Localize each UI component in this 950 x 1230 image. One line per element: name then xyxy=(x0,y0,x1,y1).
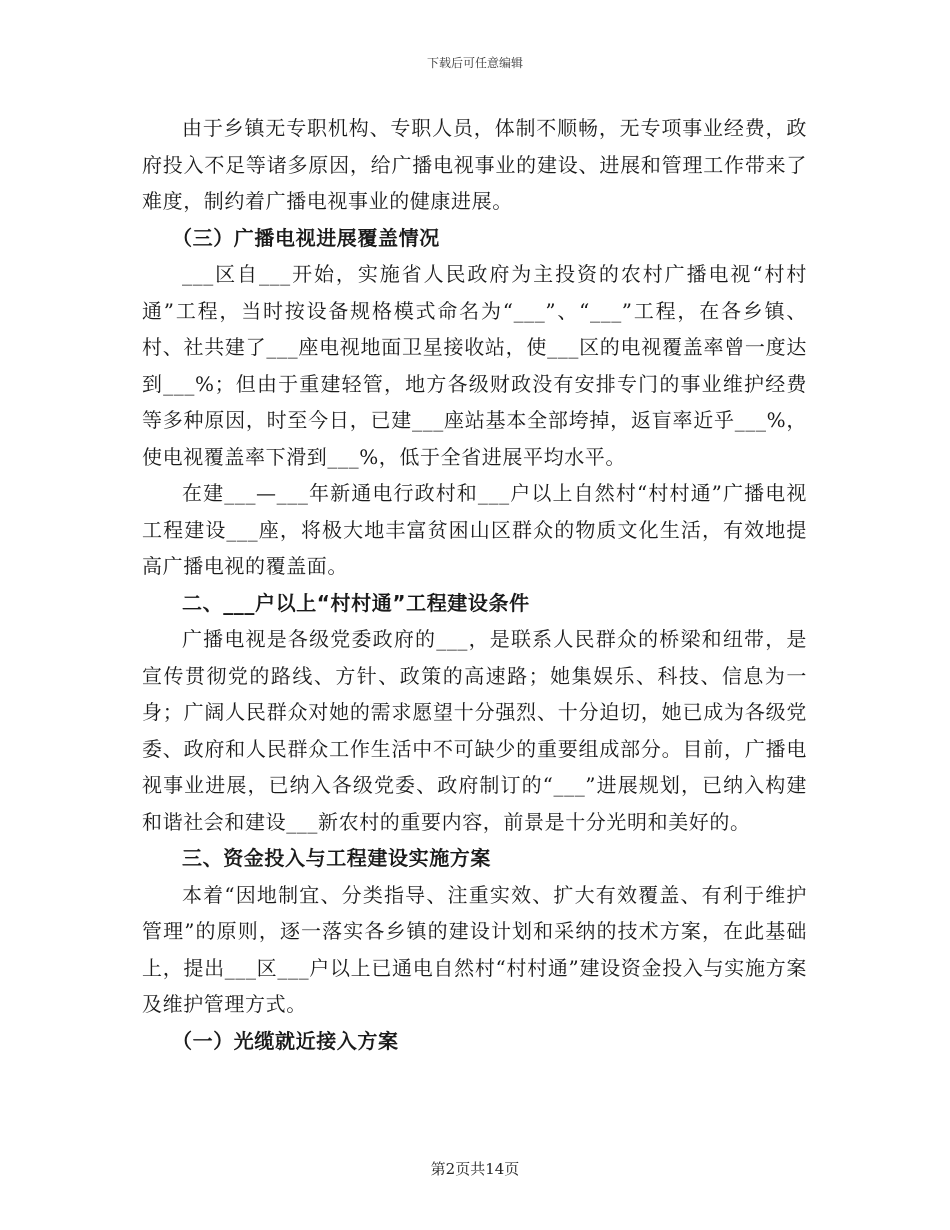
paragraph-5: 本着“因地制宜、分类指导、注重实效、扩大有效覆盖、有利于维护管理”的原则，逐一落实各乡镇的建设计划和采纳的技术方案，在此基础上，提出___区___户以上已通电自然村“村村通”建设资金投入与实施方案及维护管理方式。 xyxy=(142,882,807,1016)
paragraph-2: ___区自___开始，实施省人民政府为主投资的农村广播电视“村村通”工程，当时按设备规格模式命名为“___”、“___”工程，在各乡镇、村、社共建了___座电视地面卫星接收站，使___区的电视覆盖率曾一度达到___%；但由于重建轻管，地方各级财政没有安排专门的事业维护经费等多种原因，时至今日，已建___座站基本全部垮掉，返盲率近乎___%，使电视覆盖率下滑到___%，低于全省进展平均水平。 xyxy=(142,262,807,469)
page-number: 第2页共14页 xyxy=(430,1160,520,1178)
section-heading-conditions: 二、___户以上“村村通”工程建设条件 xyxy=(182,590,530,615)
section-heading-fiber-access: （一）光缆就近接入方案 xyxy=(172,1028,399,1053)
document-body xyxy=(142,110,807,1059)
paragraph-1: 由于乡镇无专职机构、专职人员，体制不顺畅，无专项事业经费，政府投入不足等诸多原因，给广播电视事业的建设、进展和管理工作带来了难度，制约着广播电视事业的健康进展。 xyxy=(142,116,807,213)
page-header-note: 下载后可任意编辑 xyxy=(426,56,523,70)
section-heading-coverage: （三）广播电视进展覆盖情况 xyxy=(172,225,440,250)
paragraph-4: 广播电视是各级党委政府的___，是联系人民群众的桥梁和纽带，是宣传贯彻党的路线、方针、政策的高速路；她集娱乐、科技、信息为一身；广阔人民群众对她的需求愿望十分强烈、十分迫切，她已成为各级党委、政府和人民群众工作生活中不可缺少的重要组成部分。目前，广播电视事业进展，已纳入各级党委、政府制订的“___”进展规划，已纳入构建和谐社会和建设___新农村的重要内容，前景是十分光明和美好的。 xyxy=(142,627,807,834)
section-heading-funding-plan: 三、资金投入与工程建设实施方案 xyxy=(182,846,491,870)
paragraph-3: 在建___—___年新通电行政村和___户以上自然村“村村通”广播电视工程建设___座，将极大地丰富贫困山区群众的物质文化生活，有效地提高广播电视的覆盖面。 xyxy=(142,481,807,578)
